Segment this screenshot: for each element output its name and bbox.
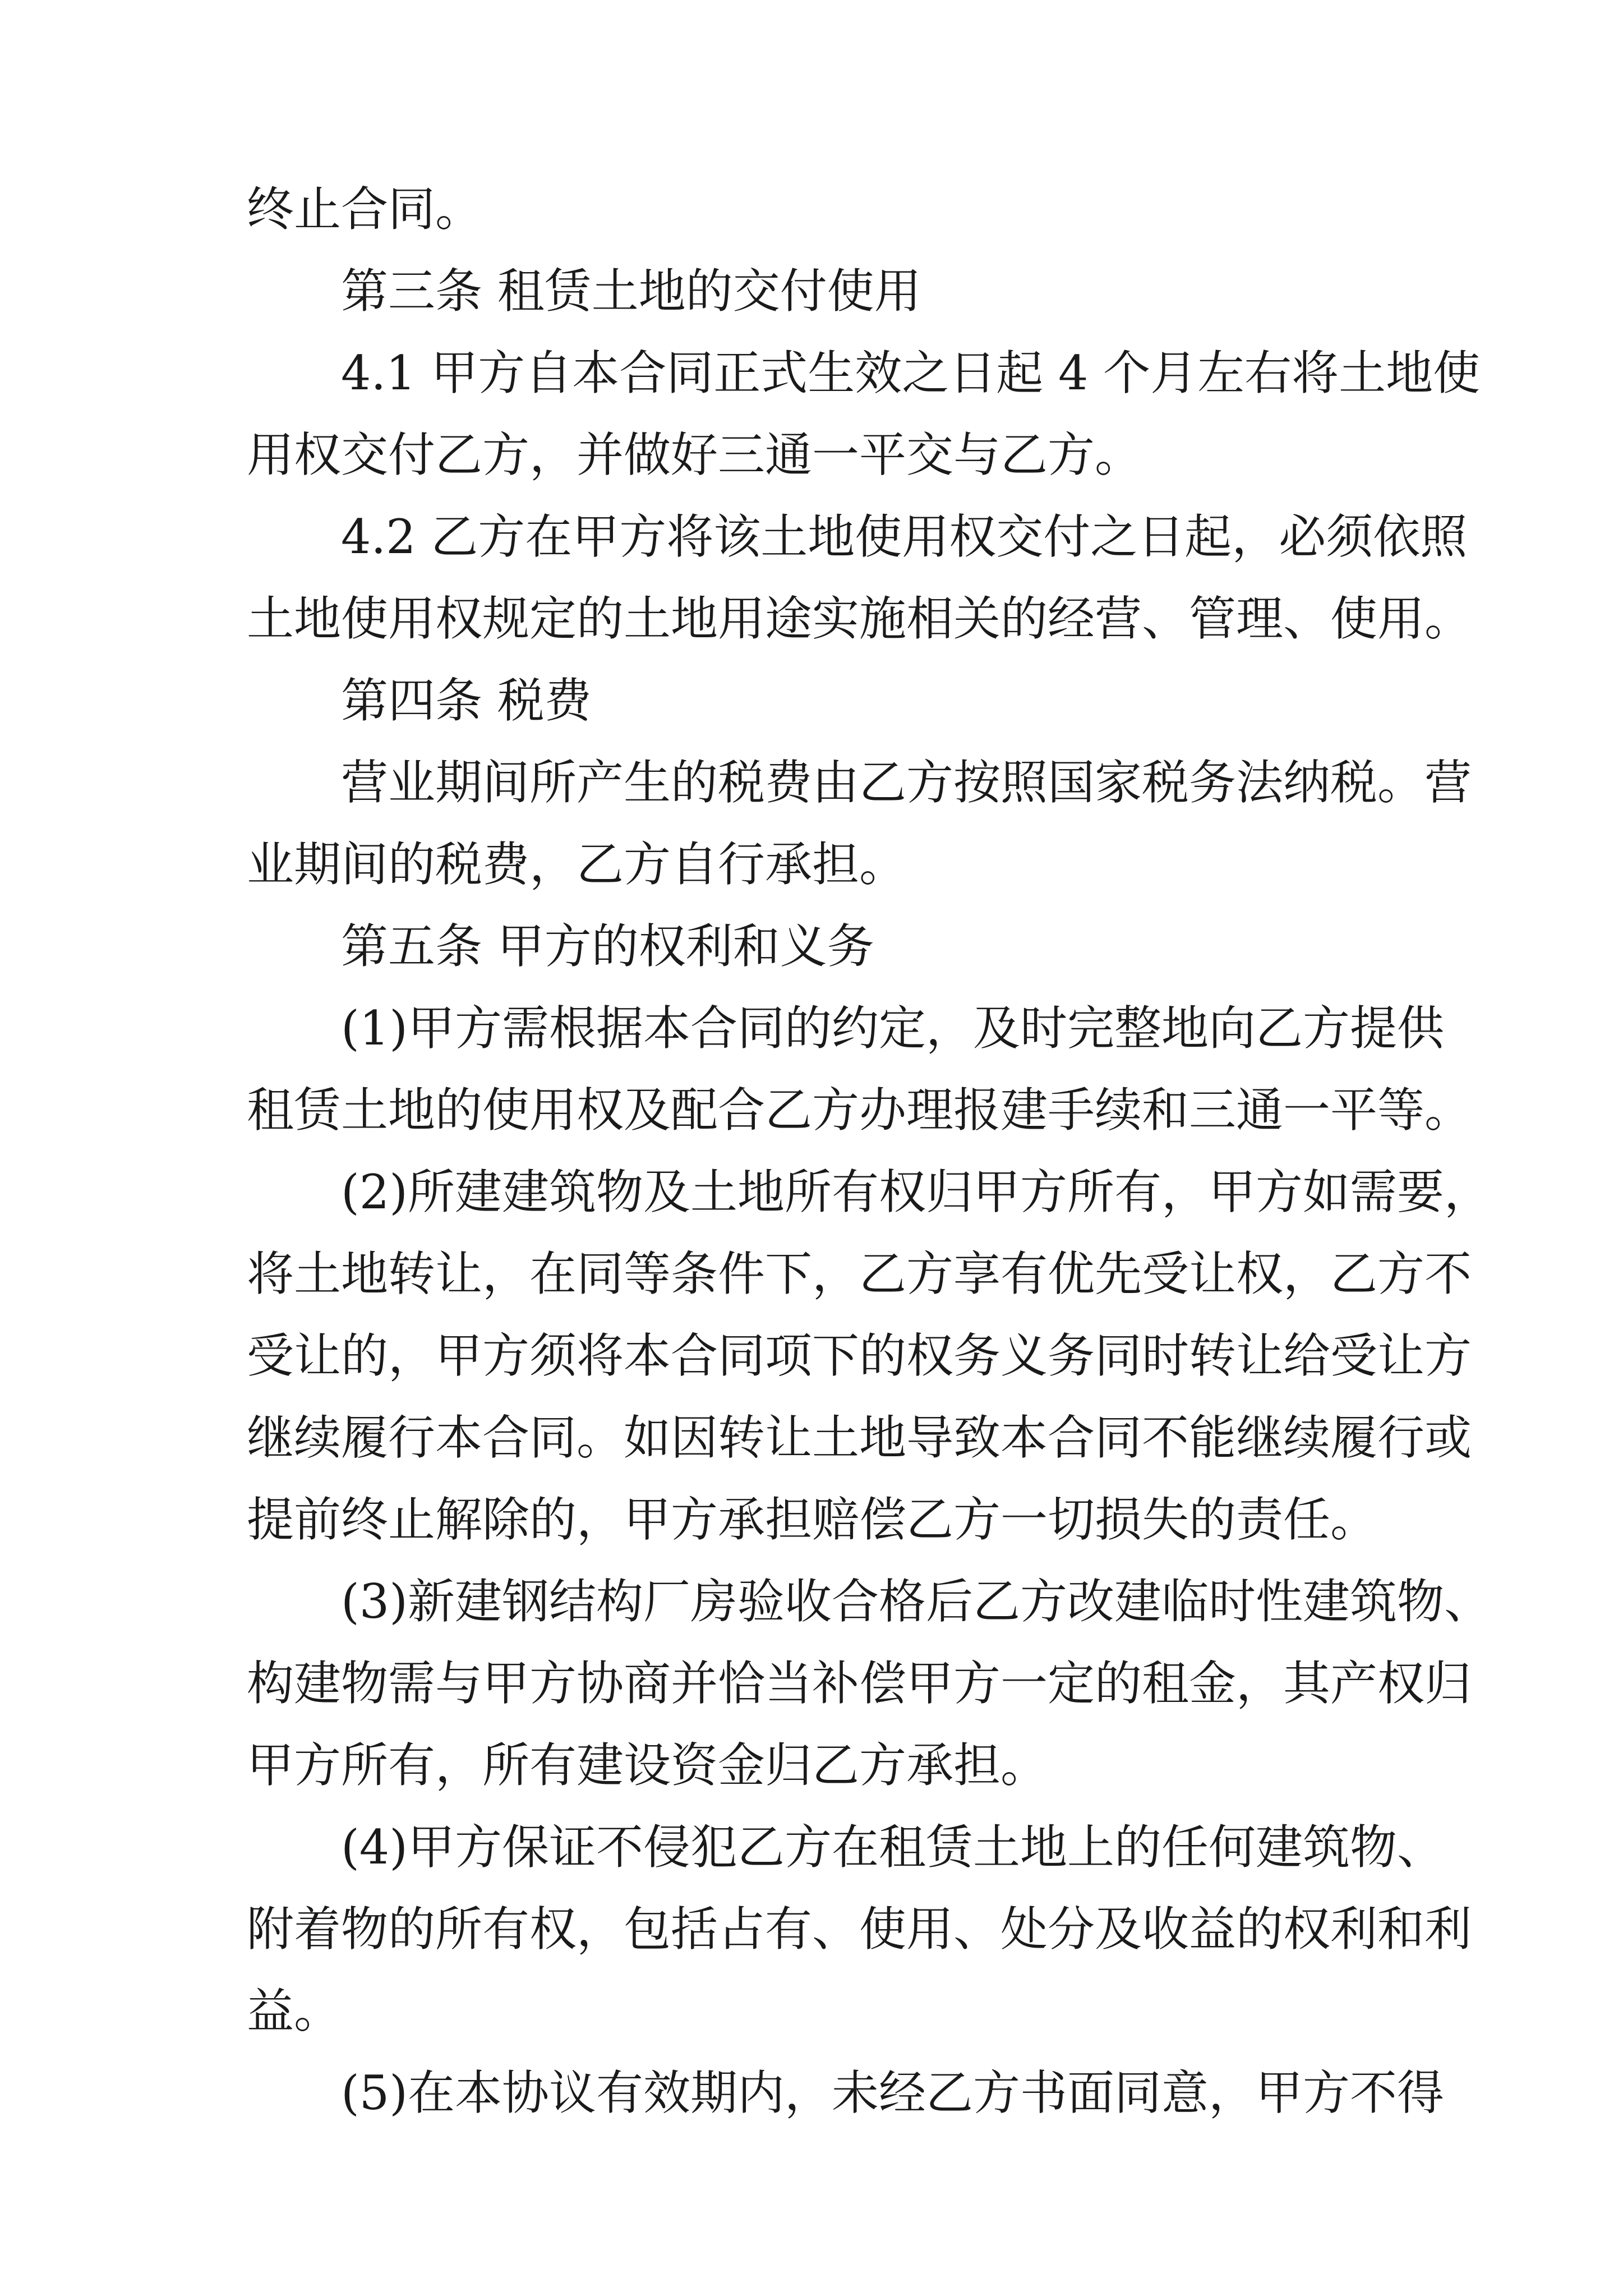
document-body: [247, 168, 1491, 2134]
paragraph-line: (3)新建钢结构厂房验收合格后乙方改建临时性建筑物、: [341, 1574, 1491, 1629]
paragraph-line: 继续履行本合同。如因转让土地导致本合同不能继续履行或: [247, 1410, 1472, 1465]
paragraph-line: 将土地转让，在同等条件下，乙方享有优先受让权，乙方不: [247, 1246, 1472, 1301]
paragraph-line: 受让的，甲方须将本合同项下的权务义务同时转让给受让方: [247, 1328, 1472, 1383]
paragraph-line: 4.2 乙方在甲方将该土地使用权交付之日起，必须依照: [341, 509, 1468, 564]
paragraph-line: 租赁土地的使用权及配合乙方办理报建手续和三通一平等。: [247, 1083, 1472, 1138]
paragraph-line: (5)在本协议有效期内，未经乙方书面同意，甲方不得: [341, 2065, 1444, 2120]
paragraph-line: 土地使用权规定的土地用途实施相关的经营、管理、使用。: [247, 591, 1472, 646]
paragraph-line: 构建物需与甲方协商并恰当补偿甲方一定的租金，其产权归: [247, 1656, 1472, 1711]
paragraph-line: (1)甲方需根据本合同的约定，及时完整地向乙方提供: [341, 1001, 1444, 1056]
paragraph-line: 甲方所有，所有建设资金归乙方承担。: [247, 1738, 1048, 1793]
paragraph-line: 4.1 甲方自本合同正式生效之日起 4 个月左右将土地使: [341, 346, 1481, 401]
paragraph-line: 营业期间所产生的税费由乙方按照国家税务法纳税。营: [341, 755, 1472, 810]
paragraph-line: 业期间的税费，乙方自行承担。: [247, 837, 907, 892]
section-heading: 第五条 甲方的权利和义务: [341, 919, 874, 974]
paragraph-line: 用权交付乙方，并做好三通一平交与乙方。: [247, 427, 1142, 482]
paragraph-line: 提前终止解除的，甲方承担赔偿乙方一切损失的责任。: [247, 1492, 1378, 1547]
paragraph-line: (2)所建建筑物及土地所有权归甲方所有，甲方如需要，: [341, 1165, 1491, 1220]
section-heading: 第四条 税费: [341, 673, 592, 728]
paragraph-line: 附着物的所有权，包括占有、使用、处分及收益的权利和利: [247, 1902, 1472, 1957]
paragraph-line: 益。: [247, 1984, 342, 2039]
paragraph-line: (4)甲方保证不侵犯乙方在租赁土地上的任何建筑物、: [341, 1820, 1444, 1875]
paragraph-line: 终止合同。: [247, 182, 483, 237]
section-heading: 第三条 租赁土地的交付使用: [341, 264, 921, 319]
